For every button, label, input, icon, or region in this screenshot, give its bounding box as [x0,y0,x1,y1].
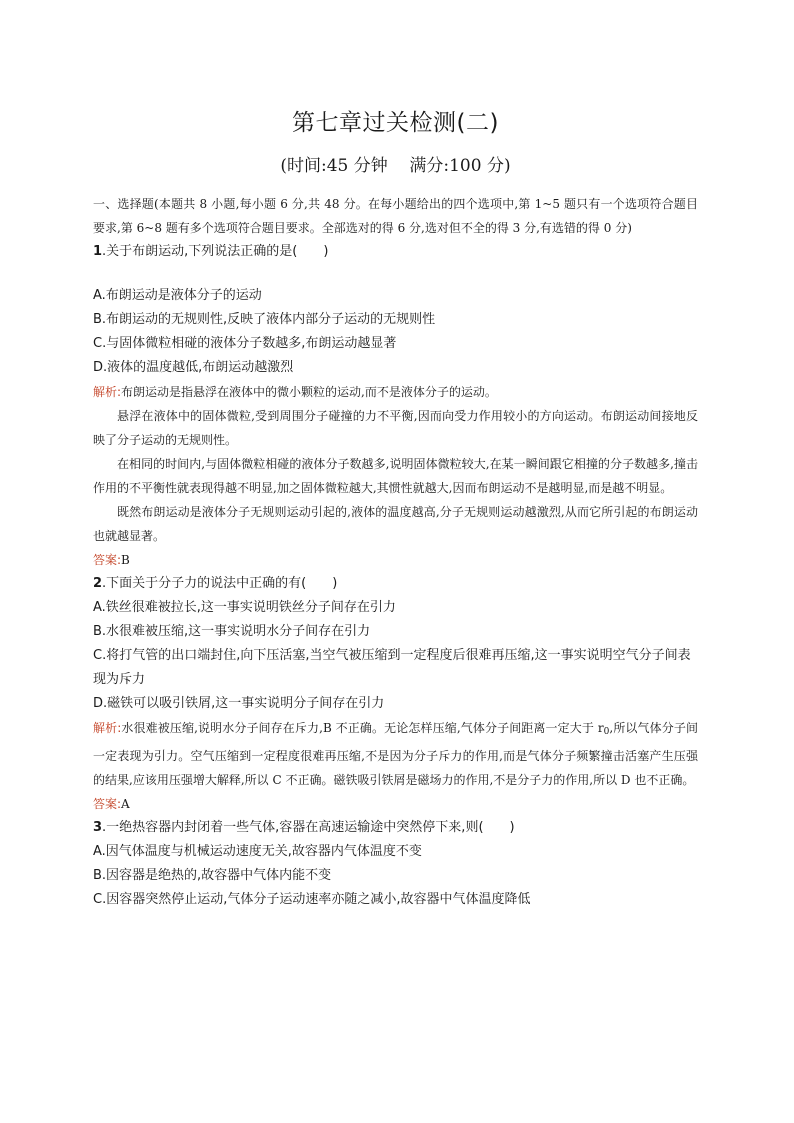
explanation-paragraph: 既然布朗运动是液体分子无规则运动引起的,液体的温度越高,分子无规则运动越激烈,从而它所引起的布朗运动也就越显著。 [93,505,698,543]
question-stem [93,816,698,840]
question-text: .关于布朗运动,下列说法正确的是( ) [102,244,329,259]
question-stem [93,240,698,264]
answer-value: B [121,553,130,567]
answer-label: 答案: [93,797,122,811]
option-c: C.与固体微粒相碰的液体分子数越多,布朗运动越显著 [93,336,397,351]
answer-label: 答案: [93,553,122,567]
option-b: B.布朗运动的无规则性,反映了液体内部分子运动的无规则性 [93,312,436,327]
answer-value: A [121,797,130,811]
question-text: .一绝热容器内封闭着一些气体,容器在高速运输途中突然停下来,则( ) [102,820,515,835]
explanation [93,716,698,792]
explanation-paragraph: 在相同的时间内,与固体微粒相碰的液体分子数越多,说明固体微粒较大,在某一瞬间跟它相撞的分子数越多,撞击作用的不平衡性就表现得越不明显,加之固体微粒越大,其惯性就越大,因而布朗运动不是越明显,而是越不明显。 [93,457,698,495]
question-number: 1 [93,244,103,259]
question-text: .下面关于分子力的说法中正确的有( ) [102,576,338,591]
explanation-text: 布朗运动是指悬浮在液体中的微小颗粒的运动,而不是液体分子的运动。 [121,385,497,399]
option-d: D.液体的温度越低,布朗运动越激烈 [93,360,294,375]
answer [93,548,698,572]
explanation-text: 水很难被压缩,说明水分子间存在斥力,B 不正确。无论怎样压缩,气体分子间距离一定大于 r [121,721,604,735]
option-b: B.水很难被压缩,这一事实说明水分子间存在引力 [93,624,371,639]
option-b: B.因容器是绝热的,故容器中气体内能不变 [93,868,332,883]
question-number: 3 [93,820,103,835]
option-a: A.铁丝很难被拉长,这一事实说明铁丝分子间存在引力 [93,600,396,615]
page-subtitle: (时间:45 分钟 满分:100 分) [280,156,511,176]
answer-gap [93,264,698,284]
question-3 [93,816,698,912]
page-title: 第七章过关检测(二) [292,110,499,136]
section-intro: 一、选择题(本题共 8 小题,每小题 6 分,共 48 分。在每小题给出的四个选项中,第 1~5 题只有一个选项符合题目要求,第 6~8 题有多个选项符合题目要求。全部选对的得 6 分,选对但不全的得 3 分,有选错的得 0 分) [93,197,698,235]
option-a: A.布朗运动是液体分子的运动 [93,288,262,303]
question-stem [93,572,698,596]
subscript: 0 [603,727,610,737]
option-c: C.将打气管的出口端封住,向下压活塞,当空气被压缩到一定程度后很难再压缩,这一事实说明空气分子间表现为斥力 [93,648,691,687]
explanation-paragraph: 悬浮在液体中的固体微粒,受到周围分子碰撞的力不平衡,因而向受力作用较小的方向运动。布朗运动间接地反映了分子运动的无规则性。 [93,409,698,447]
answer [93,792,698,816]
question-1 [93,240,698,572]
explanation [93,380,698,404]
explanation-text: ,所以气体分子间一定表现为引力。空气压缩到一定程度很难再压缩,不是因为分子斥力的作用,而是气体分子频繁撞击活塞产生压强的结果,应该用压强增大解释,所以 C 不正确。磁铁吸引铁屑是磁场力的作用,不是分子力的作用,所以 D 也不正确。 [93,721,698,787]
option-c: C.因容器突然停止运动,气体分子运动速率亦随之减小,故容器中气体温度降低 [93,892,531,907]
explanation-label: 解析: [93,385,122,399]
explanation-label: 解析: [93,721,122,735]
question-2 [93,572,698,816]
question-number: 2 [93,576,103,591]
page-content [93,104,698,912]
option-d: D.磁铁可以吸引铁屑,这一事实说明分子间存在引力 [93,696,385,711]
option-a: A.因气体温度与机械运动速度无关,故容器内气体温度不变 [93,844,422,859]
